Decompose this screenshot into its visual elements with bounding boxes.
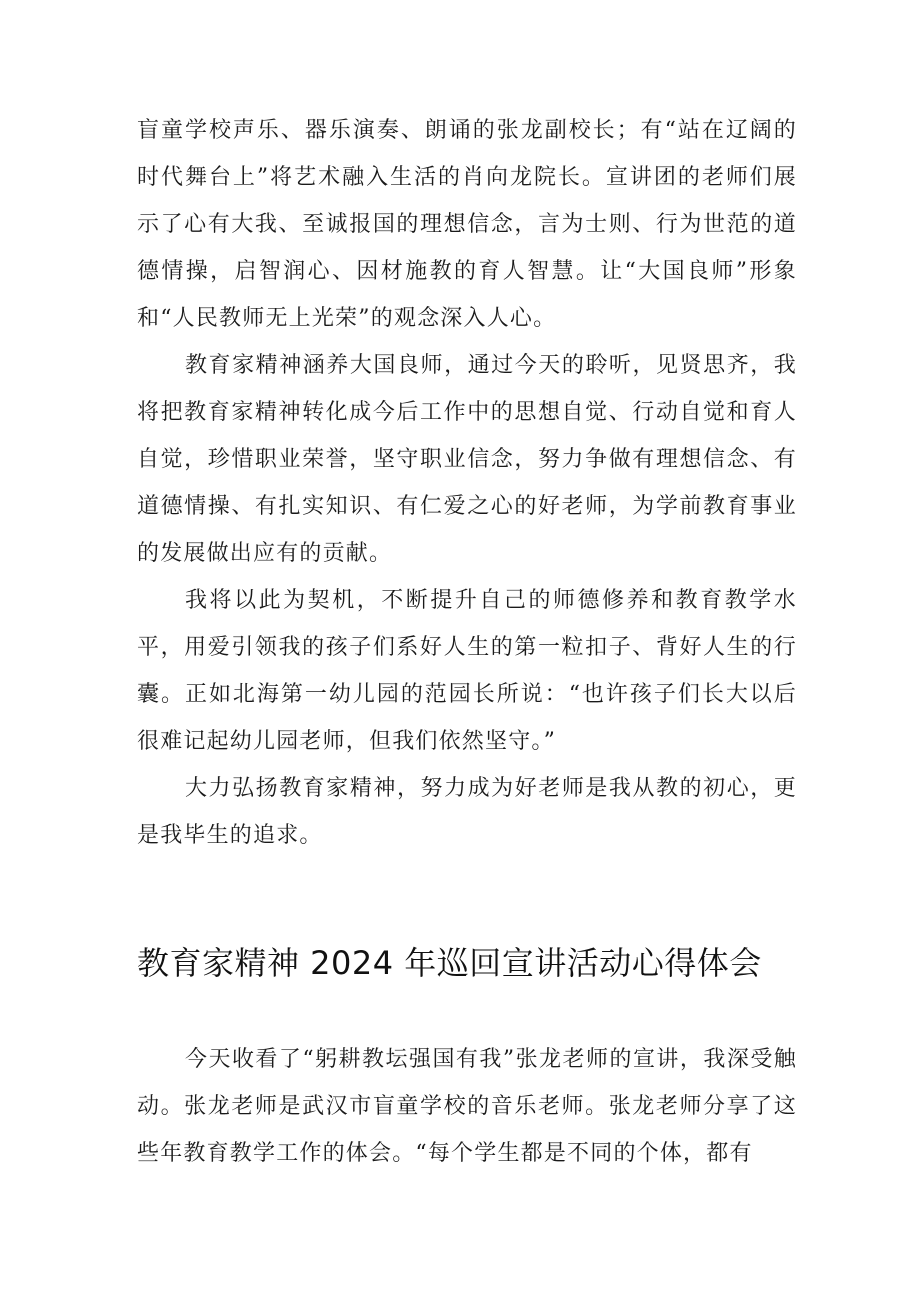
paragraph: 我将以此为契机，不断提升自己的师德修养和教育教学水平，用爱引领我的孩子们系好人生的第一粒扣子、背好人生的行囊。正如北海第一幼儿园的范园长所说：“也许孩子们长大以后很难记起幼儿园老师，但我们依然坚守。”	[137, 588, 797, 754]
article-title: 教育家精神 2024 年巡回宣讲活动心得体会	[137, 944, 762, 982]
paragraph: 大力弘扬教育家精神，努力成为好老师是我从教的初心，更是我毕生的追求。	[137, 776, 797, 848]
paragraph-continued: 盲童学校声乐、器乐演奏、朗诵的张龙副校长；有“站在辽阔的时代舞台上”将艺术融入生活的肖向龙院长。宣讲团的老师们展示了心有大我、至诚报国的理想信念，言为士则、行为世范的道德情操，启智润心、因材施教的育人智慧。让“大国良师”形象和“人民教师无上光荣”的观念深入人心。	[137, 118, 797, 331]
paragraph: 今天收看了“躬耕教坛强国有我”张龙老师的宣讲，我深受触动。张龙老师是武汉市盲童学校的音乐老师。张龙老师分享了这些年教育教学工作的体会。“每个学生都是不同的个体，都有	[137, 1047, 797, 1166]
body-text-bottom	[137, 1036, 797, 1177]
paragraph: 教育家精神涵养大国良师，通过今天的聆听，见贤思齐，我将把教育家精神转化成今后工作中的思想自觉、行动自觉和育人自觉，珍惜职业荣誉，坚守职业信念，努力争做有理想信念、有道德情操、有扎实知识、有仁爱之心的好老师，为学前教育事业的发展做出应有的贡献。	[137, 353, 797, 566]
body-text-top	[137, 107, 797, 859]
